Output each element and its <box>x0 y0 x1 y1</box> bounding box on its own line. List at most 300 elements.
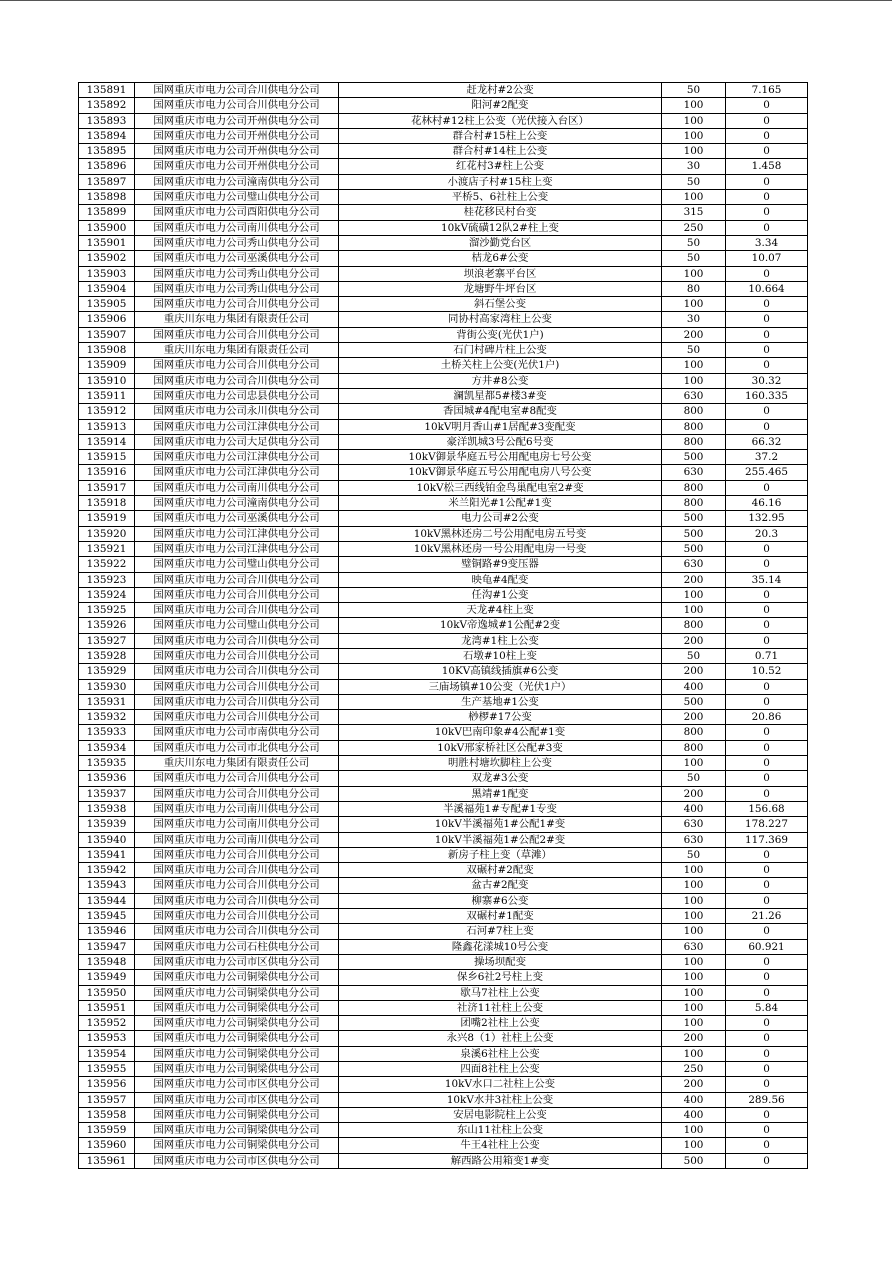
capacity-cell: 30 <box>662 159 726 174</box>
station-name-cell: 斜石堡公变 <box>339 297 662 312</box>
table-row <box>79 587 808 602</box>
company-name-cell: 国网重庆市电力公司合川供电分公司 <box>135 358 339 373</box>
company-name-cell: 国网重庆市电力公司璧山供电分公司 <box>135 557 339 572</box>
row-id-cell: 135942 <box>79 863 135 878</box>
value-cell: 0 <box>726 343 808 358</box>
capacity-cell: 630 <box>662 939 726 954</box>
capacity-cell: 100 <box>662 1000 726 1015</box>
station-name-cell: 龙湾#1柱上公变 <box>339 633 662 648</box>
row-id-cell: 135940 <box>79 832 135 847</box>
capacity-cell: 630 <box>662 817 726 832</box>
station-name-cell: 豪洋凯城3号公配6号变 <box>339 434 662 449</box>
row-id-cell: 135907 <box>79 327 135 342</box>
table-row <box>79 220 808 235</box>
station-name-cell: 10kV水井3社柱上公变 <box>339 1092 662 1107</box>
value-cell: 0 <box>726 1123 808 1138</box>
company-name-cell: 国网重庆市电力公司合川供电分公司 <box>135 297 339 312</box>
station-name-cell: 东山11社柱上公变 <box>339 1123 662 1138</box>
capacity-cell: 500 <box>662 541 726 556</box>
value-cell: 0 <box>726 633 808 648</box>
row-id-cell: 135924 <box>79 587 135 602</box>
station-name-cell: 四面8社柱上公变 <box>339 1062 662 1077</box>
station-name-cell: 明胜村塘坎脚柱上公变 <box>339 756 662 771</box>
capacity-cell: 100 <box>662 266 726 281</box>
row-id-cell: 135899 <box>79 205 135 220</box>
capacity-cell: 800 <box>662 404 726 419</box>
capacity-cell: 100 <box>662 985 726 1000</box>
capacity-cell: 630 <box>662 557 726 572</box>
company-name-cell: 国网重庆市电力公司江津供电分公司 <box>135 450 339 465</box>
table-row <box>79 1016 808 1031</box>
row-id-cell: 135928 <box>79 648 135 663</box>
value-cell: 0 <box>726 541 808 556</box>
row-id-cell: 135923 <box>79 572 135 587</box>
capacity-cell: 400 <box>662 1092 726 1107</box>
row-id-cell: 135893 <box>79 113 135 128</box>
company-name-cell: 国网重庆市电力公司开州供电分公司 <box>135 128 339 143</box>
station-name-cell: 桫椤#17公变 <box>339 710 662 725</box>
station-name-cell: 小渡店子村#15柱上变 <box>339 174 662 189</box>
capacity-cell: 50 <box>662 648 726 663</box>
value-cell: 0 <box>726 603 808 618</box>
capacity-cell: 50 <box>662 83 726 98</box>
row-id-cell: 135934 <box>79 740 135 755</box>
row-id-cell: 135926 <box>79 618 135 633</box>
value-cell: 0 <box>726 725 808 740</box>
company-name-cell: 国网重庆市电力公司合川供电分公司 <box>135 710 339 725</box>
station-name-cell: 安居电影院柱上公变 <box>339 1107 662 1122</box>
row-id-cell: 135896 <box>79 159 135 174</box>
table-row <box>79 511 808 526</box>
table-row <box>79 358 808 373</box>
company-name-cell: 国网重庆市电力公司合川供电分公司 <box>135 893 339 908</box>
station-name-cell: 牛王4社柱上公变 <box>339 1138 662 1153</box>
table-row <box>79 801 808 816</box>
value-cell: 0 <box>726 113 808 128</box>
table-row <box>79 419 808 434</box>
station-name-cell: 操场坝配变 <box>339 954 662 969</box>
page-top-rule <box>0 0 892 1</box>
station-name-cell: 红花村3#柱上公变 <box>339 159 662 174</box>
value-cell: 1.458 <box>726 159 808 174</box>
row-id-cell: 135908 <box>79 343 135 358</box>
company-name-cell: 国网重庆市电力公司江津供电分公司 <box>135 419 339 434</box>
station-name-cell: 双碾村#2配变 <box>339 863 662 878</box>
company-name-cell: 国网重庆市电力公司市区供电分公司 <box>135 954 339 969</box>
transformer-table <box>78 82 808 1169</box>
row-id-cell: 135960 <box>79 1138 135 1153</box>
row-id-cell: 135949 <box>79 970 135 985</box>
station-name-cell: 背街公变(光伏1户) <box>339 327 662 342</box>
value-cell: 0 <box>726 1031 808 1046</box>
value-cell: 0 <box>726 205 808 220</box>
row-id-cell: 135925 <box>79 603 135 618</box>
station-name-cell: 群合村#15柱上公变 <box>339 128 662 143</box>
station-name-cell: 石河#7柱上变 <box>339 924 662 939</box>
table-row <box>79 297 808 312</box>
table-row <box>79 771 808 786</box>
table-row <box>79 235 808 250</box>
row-id-cell: 135914 <box>79 434 135 449</box>
capacity-cell: 800 <box>662 434 726 449</box>
company-name-cell: 国网重庆市电力公司合川供电分公司 <box>135 633 339 648</box>
row-id-cell: 135905 <box>79 297 135 312</box>
company-name-cell: 国网重庆市电力公司石柱供电分公司 <box>135 939 339 954</box>
value-cell: 0 <box>726 1138 808 1153</box>
value-cell: 117.369 <box>726 832 808 847</box>
company-name-cell: 国网重庆市电力公司合川供电分公司 <box>135 83 339 98</box>
table-row <box>79 970 808 985</box>
capacity-cell: 315 <box>662 205 726 220</box>
station-name-cell: 团嘴2社柱上公变 <box>339 1016 662 1031</box>
capacity-cell: 100 <box>662 924 726 939</box>
table-row <box>79 98 808 113</box>
capacity-cell: 800 <box>662 419 726 434</box>
row-id-cell: 135929 <box>79 664 135 679</box>
table-row <box>79 664 808 679</box>
company-name-cell: 国网重庆市电力公司铜梁供电分公司 <box>135 985 339 1000</box>
station-name-cell: 电力公司#2公变 <box>339 511 662 526</box>
value-cell: 10.664 <box>726 281 808 296</box>
capacity-cell: 100 <box>662 128 726 143</box>
capacity-cell: 630 <box>662 388 726 403</box>
table-row <box>79 404 808 419</box>
company-name-cell: 国网重庆市电力公司合川供电分公司 <box>135 327 339 342</box>
row-id-cell: 135944 <box>79 893 135 908</box>
table-row <box>79 710 808 725</box>
capacity-cell: 100 <box>662 144 726 159</box>
row-id-cell: 135959 <box>79 1123 135 1138</box>
value-cell: 0 <box>726 297 808 312</box>
company-name-cell: 国网重庆市电力公司市区供电分公司 <box>135 1153 339 1168</box>
station-name-cell: 隆鑫花漾城10号公变 <box>339 939 662 954</box>
table-row <box>79 312 808 327</box>
company-name-cell: 国网重庆市电力公司巫溪供电分公司 <box>135 511 339 526</box>
station-name-cell: 柳寨#6公变 <box>339 893 662 908</box>
table-row <box>79 373 808 388</box>
station-name-cell: 解西路公用箱变1#变 <box>339 1153 662 1168</box>
row-id-cell: 135917 <box>79 480 135 495</box>
company-name-cell: 国网重庆市电力公司巫溪供电分公司 <box>135 251 339 266</box>
row-id-cell: 135948 <box>79 954 135 969</box>
capacity-cell: 100 <box>662 756 726 771</box>
table-row <box>79 740 808 755</box>
table-row <box>79 648 808 663</box>
capacity-cell: 800 <box>662 618 726 633</box>
station-name-cell: 三庙场镇#10公变（光伏1户） <box>339 679 662 694</box>
table-row <box>79 1000 808 1015</box>
capacity-cell: 100 <box>662 1046 726 1061</box>
station-name-cell: 生产基地#1公变 <box>339 694 662 709</box>
capacity-cell: 800 <box>662 496 726 511</box>
company-name-cell: 国网重庆市电力公司合川供电分公司 <box>135 572 339 587</box>
station-name-cell: 香国城#4配电室#8配变 <box>339 404 662 419</box>
value-cell: 0 <box>726 863 808 878</box>
capacity-cell: 100 <box>662 954 726 969</box>
station-name-cell: 10kV半溪福苑1#公配1#变 <box>339 817 662 832</box>
company-name-cell: 国网重庆市电力公司合川供电分公司 <box>135 771 339 786</box>
value-cell: 0 <box>726 1016 808 1031</box>
value-cell: 10.52 <box>726 664 808 679</box>
row-id-cell: 135957 <box>79 1092 135 1107</box>
row-id-cell: 135945 <box>79 909 135 924</box>
row-id-cell: 135913 <box>79 419 135 434</box>
row-id-cell: 135946 <box>79 924 135 939</box>
table-row <box>79 909 808 924</box>
value-cell: 21.26 <box>726 909 808 924</box>
value-cell: 0 <box>726 419 808 434</box>
capacity-cell: 100 <box>662 98 726 113</box>
value-cell: 0 <box>726 358 808 373</box>
row-id-cell: 135935 <box>79 756 135 771</box>
station-name-cell: 天龙#4柱上变 <box>339 603 662 618</box>
capacity-cell: 100 <box>662 358 726 373</box>
value-cell: 0 <box>726 847 808 862</box>
company-name-cell: 国网重庆市电力公司璧山供电分公司 <box>135 618 339 633</box>
capacity-cell: 50 <box>662 771 726 786</box>
row-id-cell: 135901 <box>79 235 135 250</box>
row-id-cell: 135933 <box>79 725 135 740</box>
company-name-cell: 国网重庆市电力公司永川供电分公司 <box>135 404 339 419</box>
row-id-cell: 135904 <box>79 281 135 296</box>
value-cell: 0 <box>726 327 808 342</box>
station-name-cell: 保乡6社2号柱上变 <box>339 970 662 985</box>
station-name-cell: 映龟#4配变 <box>339 572 662 587</box>
row-id-cell: 135920 <box>79 526 135 541</box>
value-cell: 30.32 <box>726 373 808 388</box>
table-row <box>79 985 808 1000</box>
value-cell: 60.921 <box>726 939 808 954</box>
capacity-cell: 250 <box>662 220 726 235</box>
table-row <box>79 434 808 449</box>
capacity-cell: 80 <box>662 281 726 296</box>
company-name-cell: 国网重庆市电力公司开州供电分公司 <box>135 159 339 174</box>
table-row <box>79 327 808 342</box>
table-row <box>79 1092 808 1107</box>
company-name-cell: 国网重庆市电力公司合川供电分公司 <box>135 603 339 618</box>
table-row <box>79 1077 808 1092</box>
row-id-cell: 135955 <box>79 1062 135 1077</box>
station-name-cell: 10kV巴南印象#4公配#1变 <box>339 725 662 740</box>
company-name-cell: 国网重庆市电力公司铜梁供电分公司 <box>135 970 339 985</box>
capacity-cell: 100 <box>662 373 726 388</box>
value-cell: 5.84 <box>726 1000 808 1015</box>
value-cell: 0 <box>726 128 808 143</box>
table-row <box>79 159 808 174</box>
capacity-cell: 100 <box>662 1016 726 1031</box>
capacity-cell: 200 <box>662 710 726 725</box>
row-id-cell: 135897 <box>79 174 135 189</box>
table-row <box>79 465 808 480</box>
table-row <box>79 1046 808 1061</box>
value-cell: 0 <box>726 878 808 893</box>
company-name-cell: 国网重庆市电力公司江津供电分公司 <box>135 526 339 541</box>
company-name-cell: 国网重庆市电力公司合川供电分公司 <box>135 878 339 893</box>
row-id-cell: 135918 <box>79 496 135 511</box>
table-row <box>79 144 808 159</box>
station-name-cell: 永兴8（1）社柱上公变 <box>339 1031 662 1046</box>
station-name-cell: 澜凯星都5#楼3#变 <box>339 388 662 403</box>
capacity-cell: 200 <box>662 633 726 648</box>
value-cell: 0 <box>726 98 808 113</box>
capacity-cell: 500 <box>662 511 726 526</box>
station-name-cell: 10kV松三西线铂金鸟巢配电室2#变 <box>339 480 662 495</box>
capacity-cell: 800 <box>662 740 726 755</box>
company-name-cell: 重庆川东电力集团有限责任公司 <box>135 312 339 327</box>
capacity-cell: 630 <box>662 465 726 480</box>
company-name-cell: 国网重庆市电力公司铜梁供电分公司 <box>135 1016 339 1031</box>
table-body <box>79 83 808 1169</box>
table-row <box>79 388 808 403</box>
value-cell: 0 <box>726 557 808 572</box>
row-id-cell: 135903 <box>79 266 135 281</box>
value-cell: 0 <box>726 1107 808 1122</box>
company-name-cell: 国网重庆市电力公司合川供电分公司 <box>135 847 339 862</box>
value-cell: 0 <box>726 1062 808 1077</box>
company-name-cell: 国网重庆市电力公司铜梁供电分公司 <box>135 1123 339 1138</box>
station-name-cell: 米兰阳光#1公配#1变 <box>339 496 662 511</box>
value-cell: 0 <box>726 220 808 235</box>
table-row <box>79 113 808 128</box>
capacity-cell: 50 <box>662 343 726 358</box>
row-id-cell: 135900 <box>79 220 135 235</box>
company-name-cell: 国网重庆市电力公司合川供电分公司 <box>135 587 339 602</box>
table-row <box>79 817 808 832</box>
row-id-cell: 135947 <box>79 939 135 954</box>
table-row <box>79 1153 808 1168</box>
company-name-cell: 国网重庆市电力公司潼南供电分公司 <box>135 174 339 189</box>
station-name-cell: 双碾村#1配变 <box>339 909 662 924</box>
capacity-cell: 500 <box>662 526 726 541</box>
table-row <box>79 1031 808 1046</box>
value-cell: 0 <box>726 1046 808 1061</box>
table-row <box>79 128 808 143</box>
station-name-cell: 方井#8公变 <box>339 373 662 388</box>
station-name-cell: 桔龙6#公变 <box>339 251 662 266</box>
value-cell: 0 <box>726 587 808 602</box>
station-name-cell: 石门村碑片柱上公变 <box>339 343 662 358</box>
table-row <box>79 786 808 801</box>
station-name-cell: 双龙#3公变 <box>339 771 662 786</box>
table-row <box>79 679 808 694</box>
company-name-cell: 国网重庆市电力公司铜梁供电分公司 <box>135 1107 339 1122</box>
table-row <box>79 694 808 709</box>
capacity-cell: 100 <box>662 1123 726 1138</box>
row-id-cell: 135936 <box>79 771 135 786</box>
capacity-cell: 50 <box>662 847 726 862</box>
company-name-cell: 国网重庆市电力公司合川供电分公司 <box>135 679 339 694</box>
table-row <box>79 924 808 939</box>
capacity-cell: 200 <box>662 1031 726 1046</box>
station-name-cell: 花林村#12柱上公变（光伏接入台区） <box>339 113 662 128</box>
station-name-cell: 半溪福苑1#专配#1专变 <box>339 801 662 816</box>
station-name-cell: 10KV高镇线插旗#6公变 <box>339 664 662 679</box>
station-name-cell: 璧铜路#9变压器 <box>339 557 662 572</box>
value-cell: 3.34 <box>726 235 808 250</box>
station-name-cell: 桂花移民村台变 <box>339 205 662 220</box>
row-id-cell: 135939 <box>79 817 135 832</box>
row-id-cell: 135958 <box>79 1107 135 1122</box>
value-cell: 0 <box>726 985 808 1000</box>
station-name-cell: 社济11社柱上公变 <box>339 1000 662 1015</box>
capacity-cell: 100 <box>662 970 726 985</box>
value-cell: 0 <box>726 970 808 985</box>
company-name-cell: 国网重庆市电力公司市南供电分公司 <box>135 725 339 740</box>
value-cell: 0 <box>726 266 808 281</box>
capacity-cell: 50 <box>662 235 726 250</box>
value-cell: 7.165 <box>726 83 808 98</box>
row-id-cell: 135891 <box>79 83 135 98</box>
station-name-cell: 10kV水口二社柱上公变 <box>339 1077 662 1092</box>
value-cell: 0 <box>726 1077 808 1092</box>
station-name-cell: 土桥关柱上公变(光伏1户) <box>339 358 662 373</box>
value-cell: 178.227 <box>726 817 808 832</box>
company-name-cell: 国网重庆市电力公司合川供电分公司 <box>135 909 339 924</box>
station-name-cell: 黑靖#1配变 <box>339 786 662 801</box>
station-name-cell: 10kV御景华庭五号公用配电房七号公变 <box>339 450 662 465</box>
station-name-cell: 任沟#1公变 <box>339 587 662 602</box>
value-cell: 66.32 <box>726 434 808 449</box>
table-row <box>79 205 808 220</box>
capacity-cell: 50 <box>662 251 726 266</box>
value-cell: 0 <box>726 924 808 939</box>
capacity-cell: 100 <box>662 1138 726 1153</box>
row-id-cell: 135954 <box>79 1046 135 1061</box>
row-id-cell: 135902 <box>79 251 135 266</box>
value-cell: 0 <box>726 954 808 969</box>
row-id-cell: 135953 <box>79 1031 135 1046</box>
company-name-cell: 国网重庆市电力公司开州供电分公司 <box>135 113 339 128</box>
company-name-cell: 国网重庆市电力公司合川供电分公司 <box>135 98 339 113</box>
company-name-cell: 国网重庆市电力公司铜梁供电分公司 <box>135 1031 339 1046</box>
value-cell: 0 <box>726 312 808 327</box>
table-row <box>79 878 808 893</box>
row-id-cell: 135941 <box>79 847 135 862</box>
value-cell: 0 <box>726 174 808 189</box>
station-name-cell: 10kV邢家桥社区公配#3变 <box>339 740 662 755</box>
station-name-cell: 溜沙勤党台区 <box>339 235 662 250</box>
value-cell: 0 <box>726 679 808 694</box>
company-name-cell: 国网重庆市电力公司市北供电分公司 <box>135 740 339 755</box>
company-name-cell: 国网重庆市电力公司铜梁供电分公司 <box>135 1046 339 1061</box>
value-cell: 289.56 <box>726 1092 808 1107</box>
company-name-cell: 国网重庆市电力公司璧山供电分公司 <box>135 190 339 205</box>
company-name-cell: 国网重庆市电力公司南川供电分公司 <box>135 801 339 816</box>
station-name-cell: 阳河#2配变 <box>339 98 662 113</box>
capacity-cell: 30 <box>662 312 726 327</box>
row-id-cell: 135943 <box>79 878 135 893</box>
row-id-cell: 135938 <box>79 801 135 816</box>
company-name-cell: 重庆川东电力集团有限责任公司 <box>135 756 339 771</box>
table-row <box>79 954 808 969</box>
table-row <box>79 832 808 847</box>
capacity-cell: 100 <box>662 587 726 602</box>
table-row <box>79 1138 808 1153</box>
company-name-cell: 国网重庆市电力公司江津供电分公司 <box>135 465 339 480</box>
table-row <box>79 1123 808 1138</box>
capacity-cell: 100 <box>662 893 726 908</box>
company-name-cell: 国网重庆市电力公司秀山供电分公司 <box>135 266 339 281</box>
table-row <box>79 603 808 618</box>
company-name-cell: 国网重庆市电力公司合川供电分公司 <box>135 863 339 878</box>
station-name-cell: 10kV黑林还房二号公用配电房五号变 <box>339 526 662 541</box>
company-name-cell: 国网重庆市电力公司市区供电分公司 <box>135 1077 339 1092</box>
row-id-cell: 135931 <box>79 694 135 709</box>
value-cell: 0 <box>726 404 808 419</box>
value-cell: 0 <box>726 190 808 205</box>
station-name-cell: 盆古#2配变 <box>339 878 662 893</box>
table-row <box>79 174 808 189</box>
